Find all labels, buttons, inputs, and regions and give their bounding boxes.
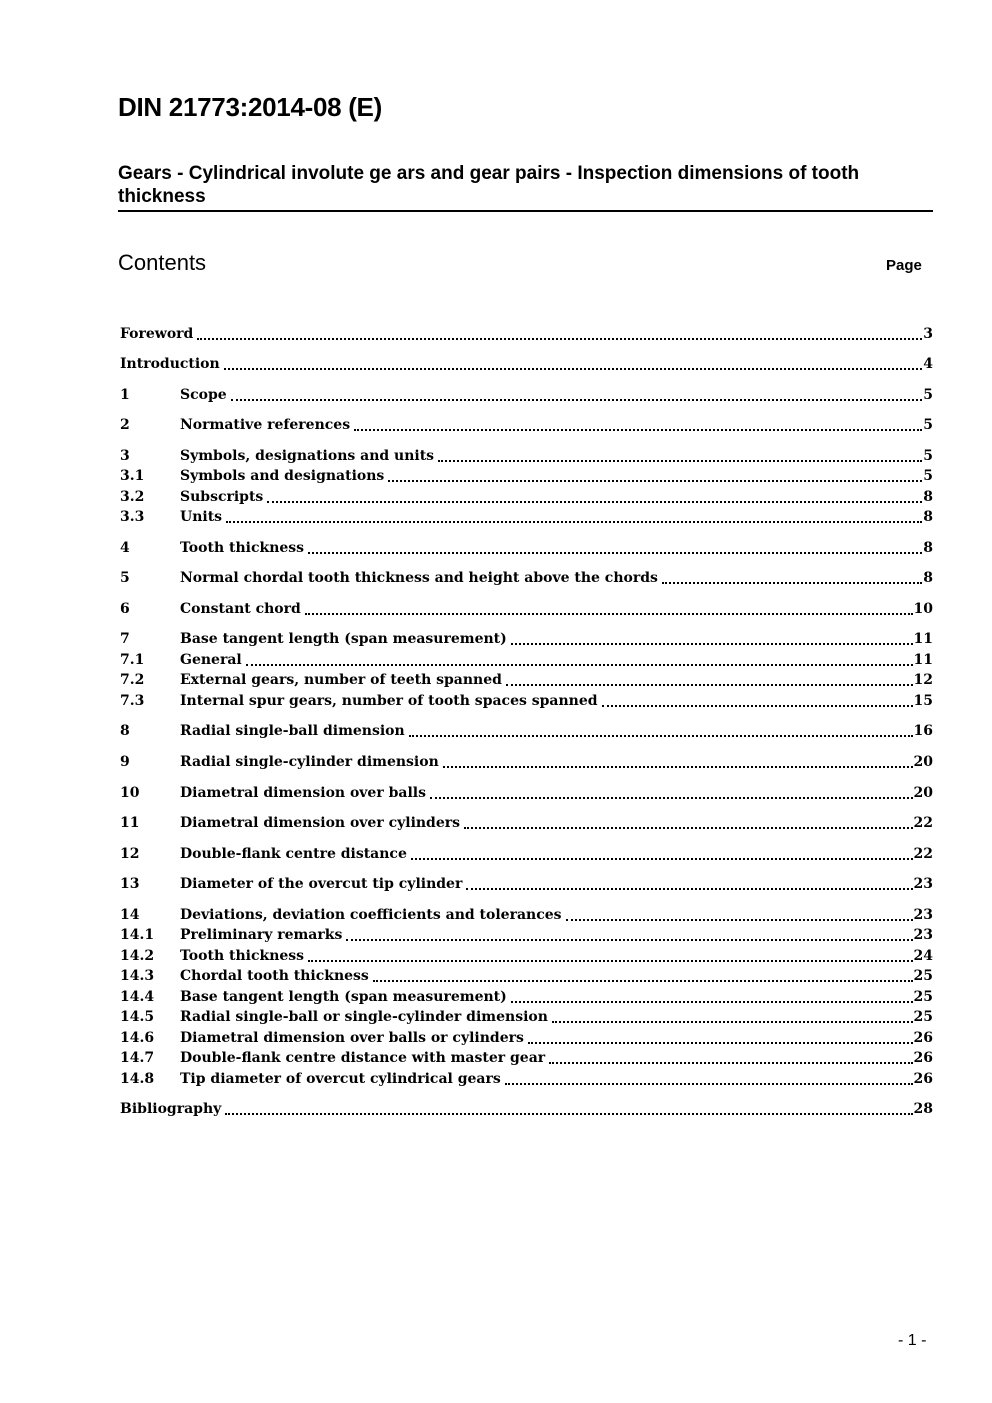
toc-entry[interactable] bbox=[120, 783, 933, 804]
toc-entry-title: Normal chordal tooth thickness and height above the chords bbox=[180, 570, 658, 586]
toc-entry-page: 11 bbox=[913, 652, 933, 668]
toc-entry-title: Radial single-ball dimension bbox=[180, 723, 405, 739]
toc-entry-number: 10 bbox=[120, 785, 140, 801]
toc-dot-leader bbox=[466, 874, 912, 890]
toc-entry[interactable] bbox=[120, 752, 933, 773]
toc-entry-page: 15 bbox=[913, 693, 933, 709]
toc-entry[interactable] bbox=[120, 987, 933, 1008]
toc-dot-leader bbox=[430, 783, 913, 799]
toc-entry-number: 14.8 bbox=[120, 1071, 155, 1087]
toc-entry-title: Scope bbox=[180, 387, 227, 403]
toc-dot-leader bbox=[246, 650, 913, 666]
document-title: Gears - Cylindrical involute ge ars and gear pairs - Inspection dimensions of tooth thickness bbox=[118, 162, 933, 212]
toc-entry-number: 1 bbox=[120, 387, 130, 403]
toc-entry-title: Deviations, deviation coefficients and tolerances bbox=[180, 907, 562, 923]
toc-entry[interactable] bbox=[120, 487, 933, 508]
toc-entry[interactable] bbox=[120, 1028, 933, 1049]
toc-entry-title: Diametral dimension over balls bbox=[180, 785, 426, 801]
toc-entry-title: Subscripts bbox=[180, 489, 264, 505]
toc-dot-leader bbox=[373, 966, 913, 982]
toc-entry-page: 11 bbox=[913, 631, 933, 647]
toc-entry[interactable] bbox=[120, 324, 933, 345]
toc-entry-number: 14.5 bbox=[120, 1009, 155, 1025]
toc-dot-leader bbox=[505, 1069, 913, 1085]
toc-entry-number: 3 bbox=[120, 448, 130, 464]
toc-dot-leader bbox=[226, 507, 922, 523]
toc-dot-leader bbox=[549, 1048, 912, 1064]
toc-entry-number: 14.1 bbox=[120, 927, 155, 943]
toc-entry-page: 22 bbox=[913, 846, 933, 862]
toc-entry-page: 10 bbox=[913, 601, 933, 617]
toc-entry-title: Double-flank centre distance bbox=[180, 846, 407, 862]
toc-dot-leader bbox=[308, 538, 922, 554]
toc-entry-number: 3.1 bbox=[120, 468, 145, 484]
toc-entry[interactable] bbox=[120, 466, 933, 487]
toc-entry-page: 4 bbox=[923, 356, 933, 372]
toc-entry-title: General bbox=[180, 652, 242, 668]
toc-entry[interactable] bbox=[120, 507, 933, 528]
toc-entry[interactable] bbox=[120, 721, 933, 742]
toc-entry-number: 6 bbox=[120, 601, 130, 617]
toc-entry-number: 14.3 bbox=[120, 968, 155, 984]
toc-dot-leader bbox=[409, 721, 913, 737]
toc-dot-leader bbox=[443, 752, 913, 768]
toc-entry-page: 23 bbox=[913, 907, 933, 923]
toc-entry-number: 14.2 bbox=[120, 948, 155, 964]
toc-entry[interactable] bbox=[120, 385, 933, 406]
toc-entry-page: 20 bbox=[913, 785, 933, 801]
toc-entry-page: 23 bbox=[913, 876, 933, 892]
toc-entry-page: 26 bbox=[913, 1071, 933, 1087]
footer-page-number: - 1 - bbox=[898, 1332, 927, 1349]
toc-entry-title: Radial single-cylinder dimension bbox=[180, 754, 439, 770]
toc-entry-number: 14.6 bbox=[120, 1030, 155, 1046]
toc-dot-leader bbox=[528, 1028, 913, 1044]
toc-entry[interactable] bbox=[120, 946, 933, 967]
toc-entry-number: 7.2 bbox=[120, 672, 145, 688]
toc-entry-page: 5 bbox=[923, 387, 933, 403]
toc-entry-page: 5 bbox=[923, 417, 933, 433]
toc-entry[interactable] bbox=[120, 650, 933, 671]
toc-entry-number: 3.3 bbox=[120, 509, 145, 525]
toc-entry[interactable] bbox=[120, 354, 933, 375]
toc-entry[interactable] bbox=[120, 1099, 933, 1120]
toc-entry[interactable] bbox=[120, 1069, 933, 1090]
toc-entry-page: 24 bbox=[913, 948, 933, 964]
page-column-label: Page bbox=[886, 257, 922, 274]
toc-entry-page: 26 bbox=[913, 1030, 933, 1046]
toc-entry-number: 7.3 bbox=[120, 693, 145, 709]
toc-entry-page: 26 bbox=[913, 1050, 933, 1066]
toc-dot-leader bbox=[224, 354, 923, 370]
toc-dot-leader bbox=[602, 691, 913, 707]
toc-entry-page: 8 bbox=[923, 489, 933, 505]
toc-dot-leader bbox=[552, 1007, 913, 1023]
toc-entry[interactable] bbox=[120, 844, 933, 865]
toc-entry-page: 25 bbox=[913, 989, 933, 1005]
toc-entry-page: 5 bbox=[923, 468, 933, 484]
toc-entry-page: 23 bbox=[913, 927, 933, 943]
toc-entry[interactable] bbox=[120, 874, 933, 895]
toc-entry-title: Units bbox=[180, 509, 223, 525]
toc-entry-number: 4 bbox=[120, 540, 130, 556]
toc-entry-title: Diameter of the overcut tip cylinder bbox=[180, 876, 463, 892]
toc-entry-title: External gears, number of teeth spanned bbox=[180, 672, 502, 688]
toc-entry-title: Internal spur gears, number of tooth spaces spanned bbox=[180, 693, 598, 709]
toc-entry-title: Diametral dimension over cylinders bbox=[180, 815, 461, 831]
toc-entry-page: 16 bbox=[913, 723, 933, 739]
toc-dot-leader bbox=[566, 905, 913, 921]
toc-entry-title: Foreword bbox=[120, 326, 194, 342]
toc-entry-title: Chordal tooth thickness bbox=[180, 968, 369, 984]
toc-entry-title: Base tangent length (span measurement) bbox=[180, 989, 507, 1005]
toc-entry-number: 14.4 bbox=[120, 989, 155, 1005]
toc-entry[interactable] bbox=[120, 905, 933, 926]
toc-entry-number: 7.1 bbox=[120, 652, 145, 668]
toc-entry[interactable] bbox=[120, 415, 933, 436]
toc-entry-number: 12 bbox=[120, 846, 140, 862]
toc-entry[interactable] bbox=[120, 670, 933, 691]
toc-entry-page: 22 bbox=[913, 815, 933, 831]
toc-entry[interactable] bbox=[120, 629, 933, 650]
toc-entry-title: Normative references bbox=[180, 417, 351, 433]
toc-dot-leader bbox=[388, 466, 922, 482]
toc-dot-leader bbox=[464, 813, 913, 829]
toc-entry[interactable] bbox=[120, 813, 933, 834]
toc-entry-title: Tooth thickness bbox=[180, 948, 305, 964]
toc-entry-title: Bibliography bbox=[120, 1101, 222, 1117]
toc-dot-leader bbox=[267, 487, 922, 503]
toc-entry[interactable] bbox=[120, 538, 933, 559]
toc-dot-leader bbox=[305, 599, 913, 615]
toc-entry-title: Tip diameter of overcut cylindrical gears bbox=[180, 1071, 501, 1087]
toc-dot-leader bbox=[346, 925, 912, 941]
toc-entry-title: Base tangent length (span measurement) bbox=[180, 631, 507, 647]
toc-entry-page: 8 bbox=[923, 570, 933, 586]
toc-entry[interactable] bbox=[120, 599, 933, 620]
toc-dot-leader bbox=[511, 987, 913, 1003]
toc-entry-title: Double-flank centre distance with master gear bbox=[180, 1050, 546, 1066]
toc-entry-number: 9 bbox=[120, 754, 130, 770]
toc-entry-page: 25 bbox=[913, 968, 933, 984]
toc-entry-number: 2 bbox=[120, 417, 130, 433]
toc-entry-title: Symbols and designations bbox=[180, 468, 385, 484]
toc-entry[interactable] bbox=[120, 568, 933, 589]
toc-entry-page: 8 bbox=[923, 540, 933, 556]
toc-entry-page: 3 bbox=[923, 326, 933, 342]
toc-entry-page: 8 bbox=[923, 509, 933, 525]
toc-entry[interactable] bbox=[120, 925, 933, 946]
toc-dot-leader bbox=[411, 844, 913, 860]
toc-dot-leader bbox=[231, 385, 923, 401]
toc-entry[interactable] bbox=[120, 691, 933, 712]
toc-entry-number: 14.7 bbox=[120, 1050, 155, 1066]
toc-entry-number: 3.2 bbox=[120, 489, 145, 505]
toc-entry-title: Diametral dimension over balls or cylinders bbox=[180, 1030, 524, 1046]
toc-entry-title: Preliminary remarks bbox=[180, 927, 343, 943]
toc-entry-page: 28 bbox=[913, 1101, 933, 1117]
document-id: DIN 21773:2014-08 (E) bbox=[118, 92, 382, 122]
toc-entry[interactable] bbox=[120, 1007, 933, 1028]
toc-entry-page: 12 bbox=[913, 672, 933, 688]
toc-dot-leader bbox=[308, 946, 912, 962]
toc-entry[interactable] bbox=[120, 1048, 933, 1069]
toc-dot-leader bbox=[506, 670, 913, 686]
toc-dot-leader bbox=[354, 415, 922, 431]
toc-entry-title: Radial single-ball or single-cylinder dimension bbox=[180, 1009, 548, 1025]
toc-entry-page: 25 bbox=[913, 1009, 933, 1025]
toc-entry-page: 5 bbox=[923, 448, 933, 464]
toc-dot-leader bbox=[662, 568, 922, 584]
toc-dot-leader bbox=[225, 1099, 912, 1115]
toc-entry-title: Introduction bbox=[120, 356, 220, 372]
toc-dot-leader bbox=[197, 324, 922, 340]
toc-entry[interactable] bbox=[120, 966, 933, 987]
toc-entry-title: Tooth thickness bbox=[180, 540, 305, 556]
toc-entry-number: 11 bbox=[120, 815, 140, 831]
toc-entry-title: Constant chord bbox=[180, 601, 301, 617]
toc-entry-number: 7 bbox=[120, 631, 130, 647]
toc-entry-number: 14 bbox=[120, 907, 140, 923]
toc-entry-title: Symbols, designations and units bbox=[180, 448, 435, 464]
toc-entry-page: 20 bbox=[913, 754, 933, 770]
toc-entry-number: 13 bbox=[120, 876, 140, 892]
toc-entry-number: 8 bbox=[120, 723, 130, 739]
toc-entry-number: 5 bbox=[120, 570, 130, 586]
toc-entry[interactable] bbox=[120, 446, 933, 467]
toc-dot-leader bbox=[438, 446, 922, 462]
contents-heading: Contents bbox=[118, 250, 207, 275]
toc-dot-leader bbox=[511, 629, 913, 645]
